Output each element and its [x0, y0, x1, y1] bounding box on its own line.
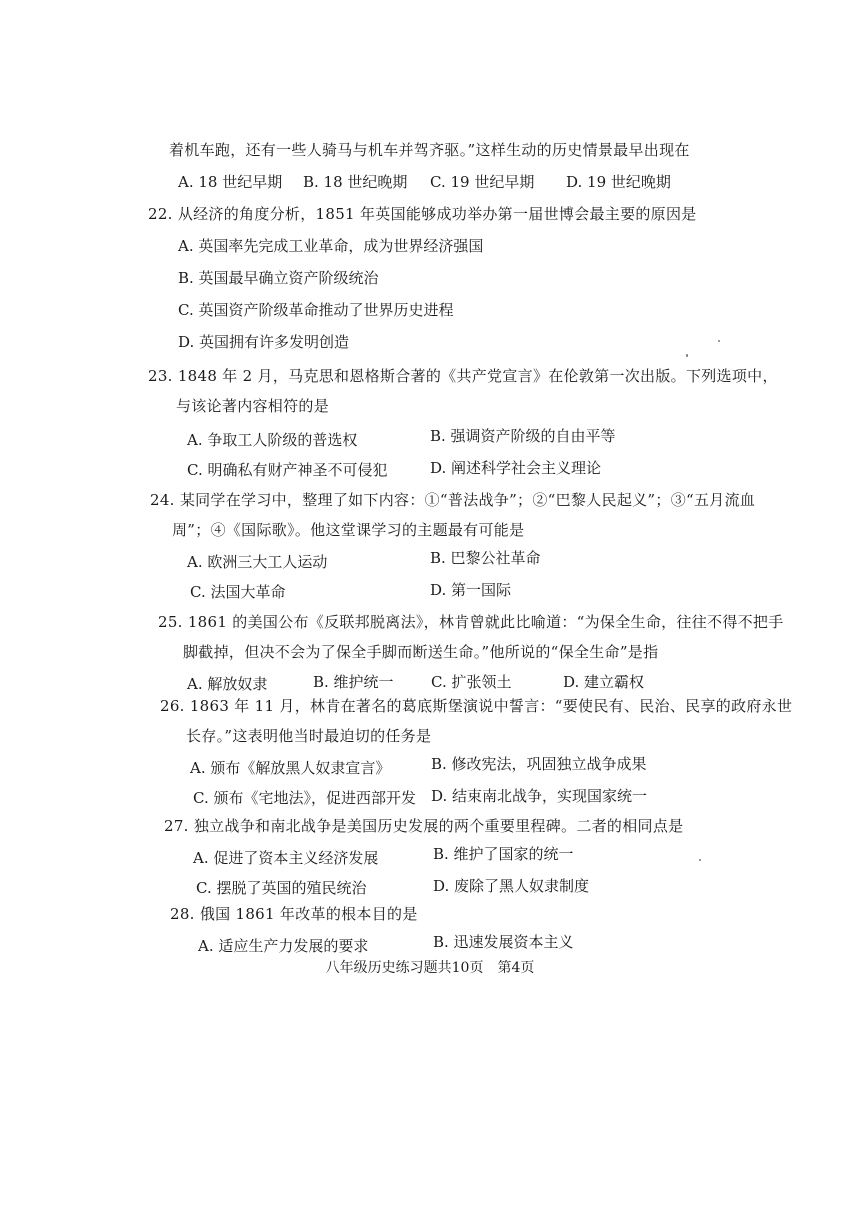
q24-option-c: C. 法国大革命: [190, 583, 286, 601]
q25-option-a: A. 解放奴隶: [187, 675, 268, 693]
q25-option-d: D. 建立霸权: [563, 673, 645, 691]
q24-stem-line-2: 周”；④《国际歌》。他这堂课学习的主题最有可能是: [172, 521, 525, 539]
q21-option-c: C. 19 世纪早期: [430, 173, 535, 191]
q26-option-c: C. 颁布《宅地法》，促进西部开发: [193, 789, 416, 807]
q26-option-d: D. 结束南北战争，实现国家统一: [431, 787, 648, 805]
q23-option-c: C. 明确私有财产神圣不可侵犯: [187, 461, 388, 479]
q23-option-b: B. 强调资产阶级的自由平等: [430, 427, 616, 445]
q27-stem: 27. 独立战争和南北战争是美国历史发展的两个重要里程碑。二者的相同点是: [164, 817, 684, 835]
scan-speck: [699, 859, 701, 861]
q24-option-d: D. 第一国际: [430, 581, 512, 599]
q24-option-b: B. 巴黎公社革命: [430, 549, 541, 567]
q28-stem: 28. 俄国 1861 年改革的根本目的是: [170, 905, 418, 923]
q26-option-b: B. 修改宪法，巩固独立战争成果: [431, 755, 647, 773]
q27-option-b: B. 维护了国家的统一: [433, 845, 574, 863]
q25-option-c: C. 扩张领土: [431, 673, 512, 691]
q27-option-d: D. 废除了黑人奴隶制度: [433, 877, 590, 895]
q22-option-d: D. 英国拥有许多发明创造: [178, 333, 350, 351]
q23-option-a: A. 争取工人阶级的普选权: [187, 431, 358, 449]
q26-stem-line-1: 26. 1863 年 11 月，林肯在著名的葛底斯堡演说中誓言：“要使民有、民治、民享的政府永世: [160, 697, 793, 715]
q21-option-d: D. 19 世纪晚期: [566, 173, 671, 191]
q26-stem-line-2: 长存。”这表明他当时最迫切的任务是: [186, 727, 432, 745]
q23-stem-line-1: 23. 1848 年 2 月，马克思和恩格斯合著的《共产党宣言》在伦敦第一次出版。下列选项中，: [148, 367, 778, 385]
q27-option-a: A. 促进了资本主义经济发展: [193, 849, 379, 867]
q28-option-a: A. 适应生产力发展的要求: [198, 937, 369, 955]
q22-option-a: A. 英国率先完成工业革命，成为世界经济强国: [178, 237, 484, 255]
q21-stem-continuation: 着机车跑，还有一些人骑马与机车并驾齐驱。”这样生动的历史情景最早出现在: [169, 141, 690, 159]
q21-option-b: B. 18 世纪晚期: [303, 173, 408, 191]
q25-option-b: B. 维护统一: [313, 673, 394, 691]
scan-speck: [718, 340, 720, 342]
q22-stem: 22. 从经济的角度分析，1851 年英国能够成功举办第一届世博会最主要的原因是: [148, 205, 697, 223]
q26-option-a: A. 颁布《解放黑人奴隶宣言》: [190, 759, 391, 777]
q25-stem-line-1: 25. 1861 的美国公布《反联邦脱离法》，林肯曾就此比喻道：“为保全生命，往往不得不把手: [158, 613, 784, 631]
q23-stem-line-2: 与该论著内容相符的是: [176, 397, 330, 415]
q27-option-c: C. 摆脱了英国的殖民统治: [196, 879, 367, 897]
q21-option-a: A. 18 世纪早期: [178, 173, 283, 191]
q24-stem-line-1: 24. 某同学在学习中，整理了如下内容：①“普法战争”；②“巴黎人民起义”；③“五月流血: [150, 491, 756, 509]
q23-option-d: D. 阐述科学社会主义理论: [430, 459, 602, 477]
q28-option-b: B. 迅速发展资本主义: [433, 933, 574, 951]
q22-option-c: C. 英国资产阶级革命推动了世界历史进程: [178, 301, 454, 319]
q24-option-a: A. 欧洲三大工人运动: [187, 553, 328, 571]
q25-stem-line-2: 脚截掉，但决不会为了保全手脚而断送生命。”他所说的“保全生命”是指: [183, 643, 659, 661]
scan-speck: [686, 354, 688, 357]
q22-option-b: B. 英国最早确立资产阶级统治: [178, 269, 379, 287]
page-footer: 八年级历史练习题共10页 第4页: [325, 960, 535, 976]
